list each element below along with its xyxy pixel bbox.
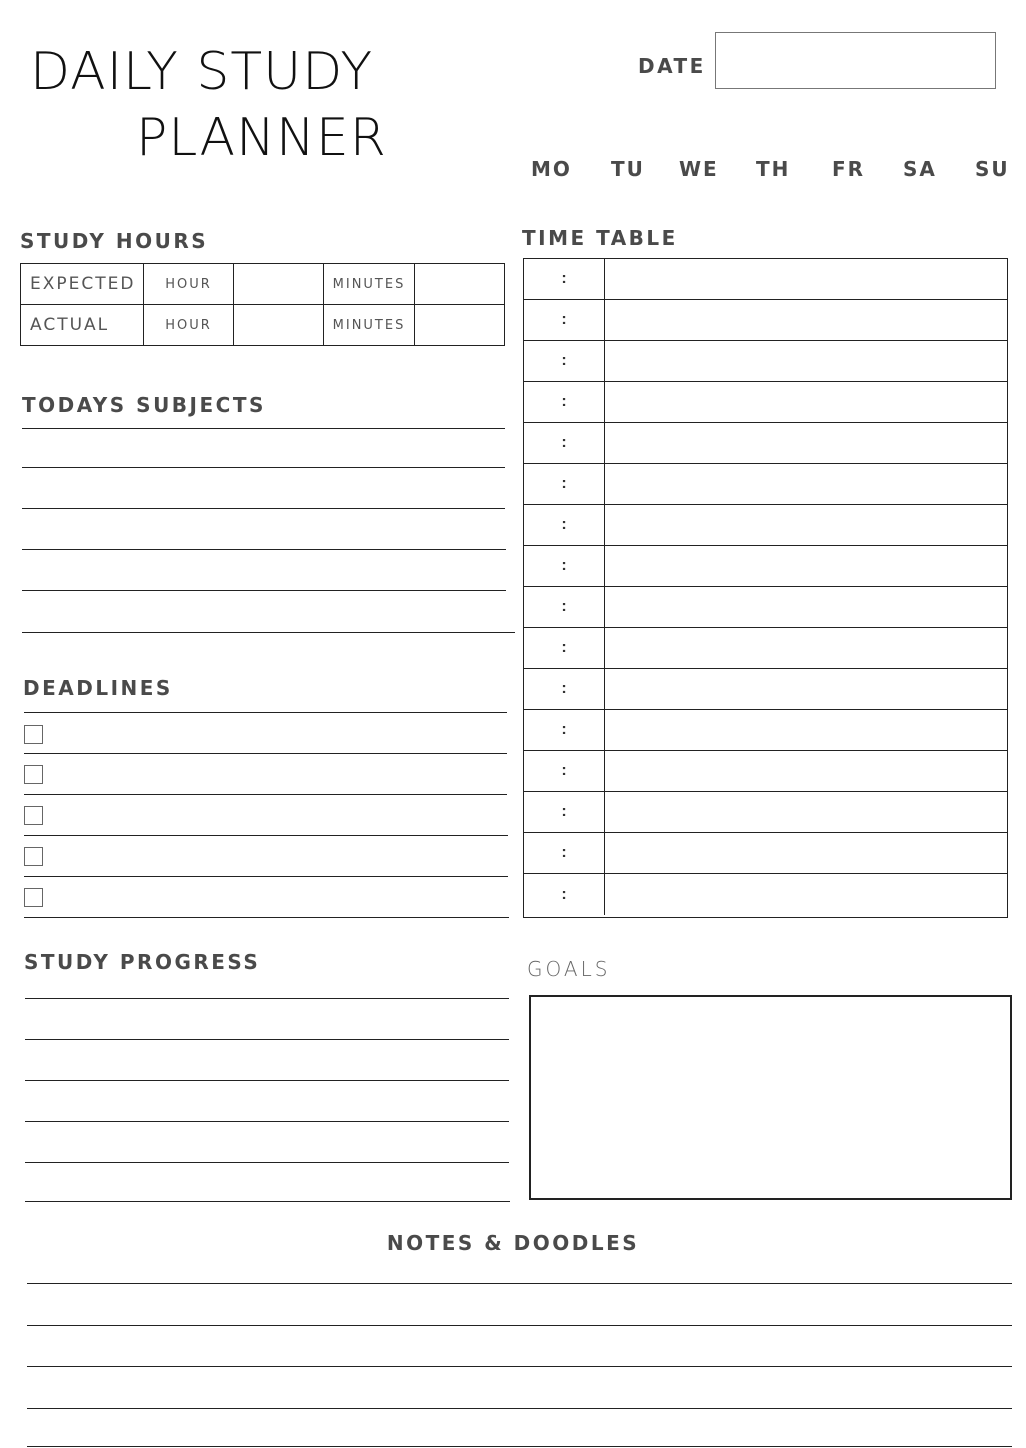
time-table-heading: TIME TABLE (522, 226, 678, 250)
time-table (523, 258, 1008, 918)
time-table-row (524, 792, 1007, 833)
time-slot-field[interactable]: : (524, 669, 605, 709)
time-table-row (524, 464, 1007, 505)
page-title-line-1: DAILY STUDY (30, 42, 374, 102)
notes-heading: NOTES & DOODLES (386, 1231, 640, 1255)
time-slot-field[interactable]: : (524, 423, 605, 463)
activity-field[interactable] (605, 259, 1007, 299)
deadline-checkbox[interactable] (24, 847, 43, 866)
time-slot-field[interactable]: : (524, 833, 605, 873)
activity-field[interactable] (605, 464, 1007, 504)
activity-field[interactable] (605, 874, 1007, 915)
time-slot-field[interactable]: : (524, 710, 605, 750)
subject-line[interactable] (22, 467, 505, 468)
weekday-fr[interactable]: FR (832, 157, 866, 181)
deadline-line (24, 712, 507, 713)
time-slot-field[interactable]: : (524, 259, 605, 299)
deadlines-heading: DEADLINES (23, 676, 173, 700)
progress-line[interactable] (25, 1080, 509, 1081)
minutes-label: MINUTES (324, 305, 415, 346)
study-hours-table (20, 263, 505, 346)
time-table-row (524, 587, 1007, 628)
deadline-checkbox[interactable] (24, 725, 43, 744)
time-table-row (524, 505, 1007, 546)
weekday-mo[interactable]: MO (531, 157, 572, 181)
time-slot-field[interactable]: : (524, 341, 605, 381)
study-hours-row-expected (21, 264, 505, 305)
deadline-line[interactable] (24, 753, 507, 754)
page-title-line-2: PLANNER (136, 108, 387, 168)
row-label: EXPECTED (21, 264, 144, 305)
activity-field[interactable] (605, 792, 1007, 832)
progress-line[interactable] (25, 1201, 510, 1202)
goals-field[interactable] (529, 995, 1012, 1200)
actual-minutes-field[interactable] (415, 305, 505, 346)
time-slot-field[interactable]: : (524, 587, 605, 627)
deadline-checkbox[interactable] (24, 806, 43, 825)
notes-line[interactable] (27, 1366, 1012, 1367)
notes-line[interactable] (27, 1446, 1012, 1447)
subject-line[interactable] (22, 508, 505, 509)
study-hours-row-actual (21, 305, 505, 346)
row-label: ACTUAL (21, 305, 144, 346)
activity-field[interactable] (605, 382, 1007, 422)
study-progress-heading: STUDY PROGRESS (24, 950, 261, 974)
time-table-row (524, 751, 1007, 792)
subject-line[interactable] (22, 590, 506, 591)
deadline-checkbox[interactable] (24, 888, 43, 907)
todays-subjects-heading: TODAYS SUBJECTS (22, 393, 266, 417)
time-slot-field[interactable]: : (524, 874, 605, 915)
subject-line[interactable] (22, 549, 506, 550)
weekday-th[interactable]: TH (756, 157, 791, 181)
deadline-line[interactable] (24, 794, 507, 795)
time-slot-field[interactable]: : (524, 300, 605, 340)
hour-label: HOUR (144, 305, 234, 346)
time-slot-field[interactable]: : (524, 382, 605, 422)
time-slot-field[interactable]: : (524, 628, 605, 668)
notes-line[interactable] (27, 1325, 1012, 1326)
activity-field[interactable] (605, 587, 1007, 627)
time-slot-field[interactable]: : (524, 546, 605, 586)
time-slot-field[interactable]: : (524, 464, 605, 504)
time-table-row (524, 669, 1007, 710)
activity-field[interactable] (605, 505, 1007, 545)
activity-field[interactable] (605, 300, 1007, 340)
activity-field[interactable] (605, 669, 1007, 709)
deadline-checkbox[interactable] (24, 765, 43, 784)
deadline-line[interactable] (24, 835, 508, 836)
time-slot-field[interactable]: : (524, 792, 605, 832)
time-table-row (524, 423, 1007, 464)
notes-line[interactable] (27, 1408, 1012, 1409)
time-table-row (524, 710, 1007, 751)
progress-line[interactable] (25, 1039, 509, 1040)
activity-field[interactable] (605, 341, 1007, 381)
activity-field[interactable] (605, 710, 1007, 750)
date-label: DATE (638, 54, 706, 78)
progress-line[interactable] (25, 998, 509, 999)
hour-label: HOUR (144, 264, 234, 305)
weekday-su[interactable]: SU (975, 157, 1010, 181)
minutes-label: MINUTES (324, 264, 415, 305)
deadline-line[interactable] (24, 876, 508, 877)
date-field[interactable] (715, 32, 996, 89)
time-table-row (524, 341, 1007, 382)
time-table-row (524, 874, 1007, 915)
weekday-sa[interactable]: SA (903, 157, 937, 181)
subject-line[interactable] (22, 428, 505, 429)
expected-minutes-field[interactable] (415, 264, 505, 305)
activity-field[interactable] (605, 423, 1007, 463)
study-hours-heading: STUDY HOURS (20, 229, 209, 253)
subject-line[interactable] (22, 632, 515, 633)
goals-heading: GOALS (527, 957, 611, 981)
time-slot-field[interactable]: : (524, 751, 605, 791)
time-slot-field[interactable]: : (524, 505, 605, 545)
weekday-we[interactable]: WE (679, 157, 719, 181)
activity-field[interactable] (605, 546, 1007, 586)
activity-field[interactable] (605, 833, 1007, 873)
time-table-row (524, 382, 1007, 423)
activity-field[interactable] (605, 628, 1007, 668)
time-table-row (524, 300, 1007, 341)
deadline-line[interactable] (24, 917, 509, 918)
time-table-row (524, 546, 1007, 587)
progress-line[interactable] (25, 1162, 509, 1163)
expected-hour-field[interactable] (234, 264, 324, 305)
time-table-row (524, 833, 1007, 874)
time-table-row (524, 628, 1007, 669)
time-table-row (524, 259, 1007, 300)
notes-line[interactable] (27, 1283, 1012, 1284)
progress-line[interactable] (25, 1121, 509, 1122)
actual-hour-field[interactable] (234, 305, 324, 346)
weekday-tu[interactable]: TU (611, 157, 645, 181)
activity-field[interactable] (605, 751, 1007, 791)
